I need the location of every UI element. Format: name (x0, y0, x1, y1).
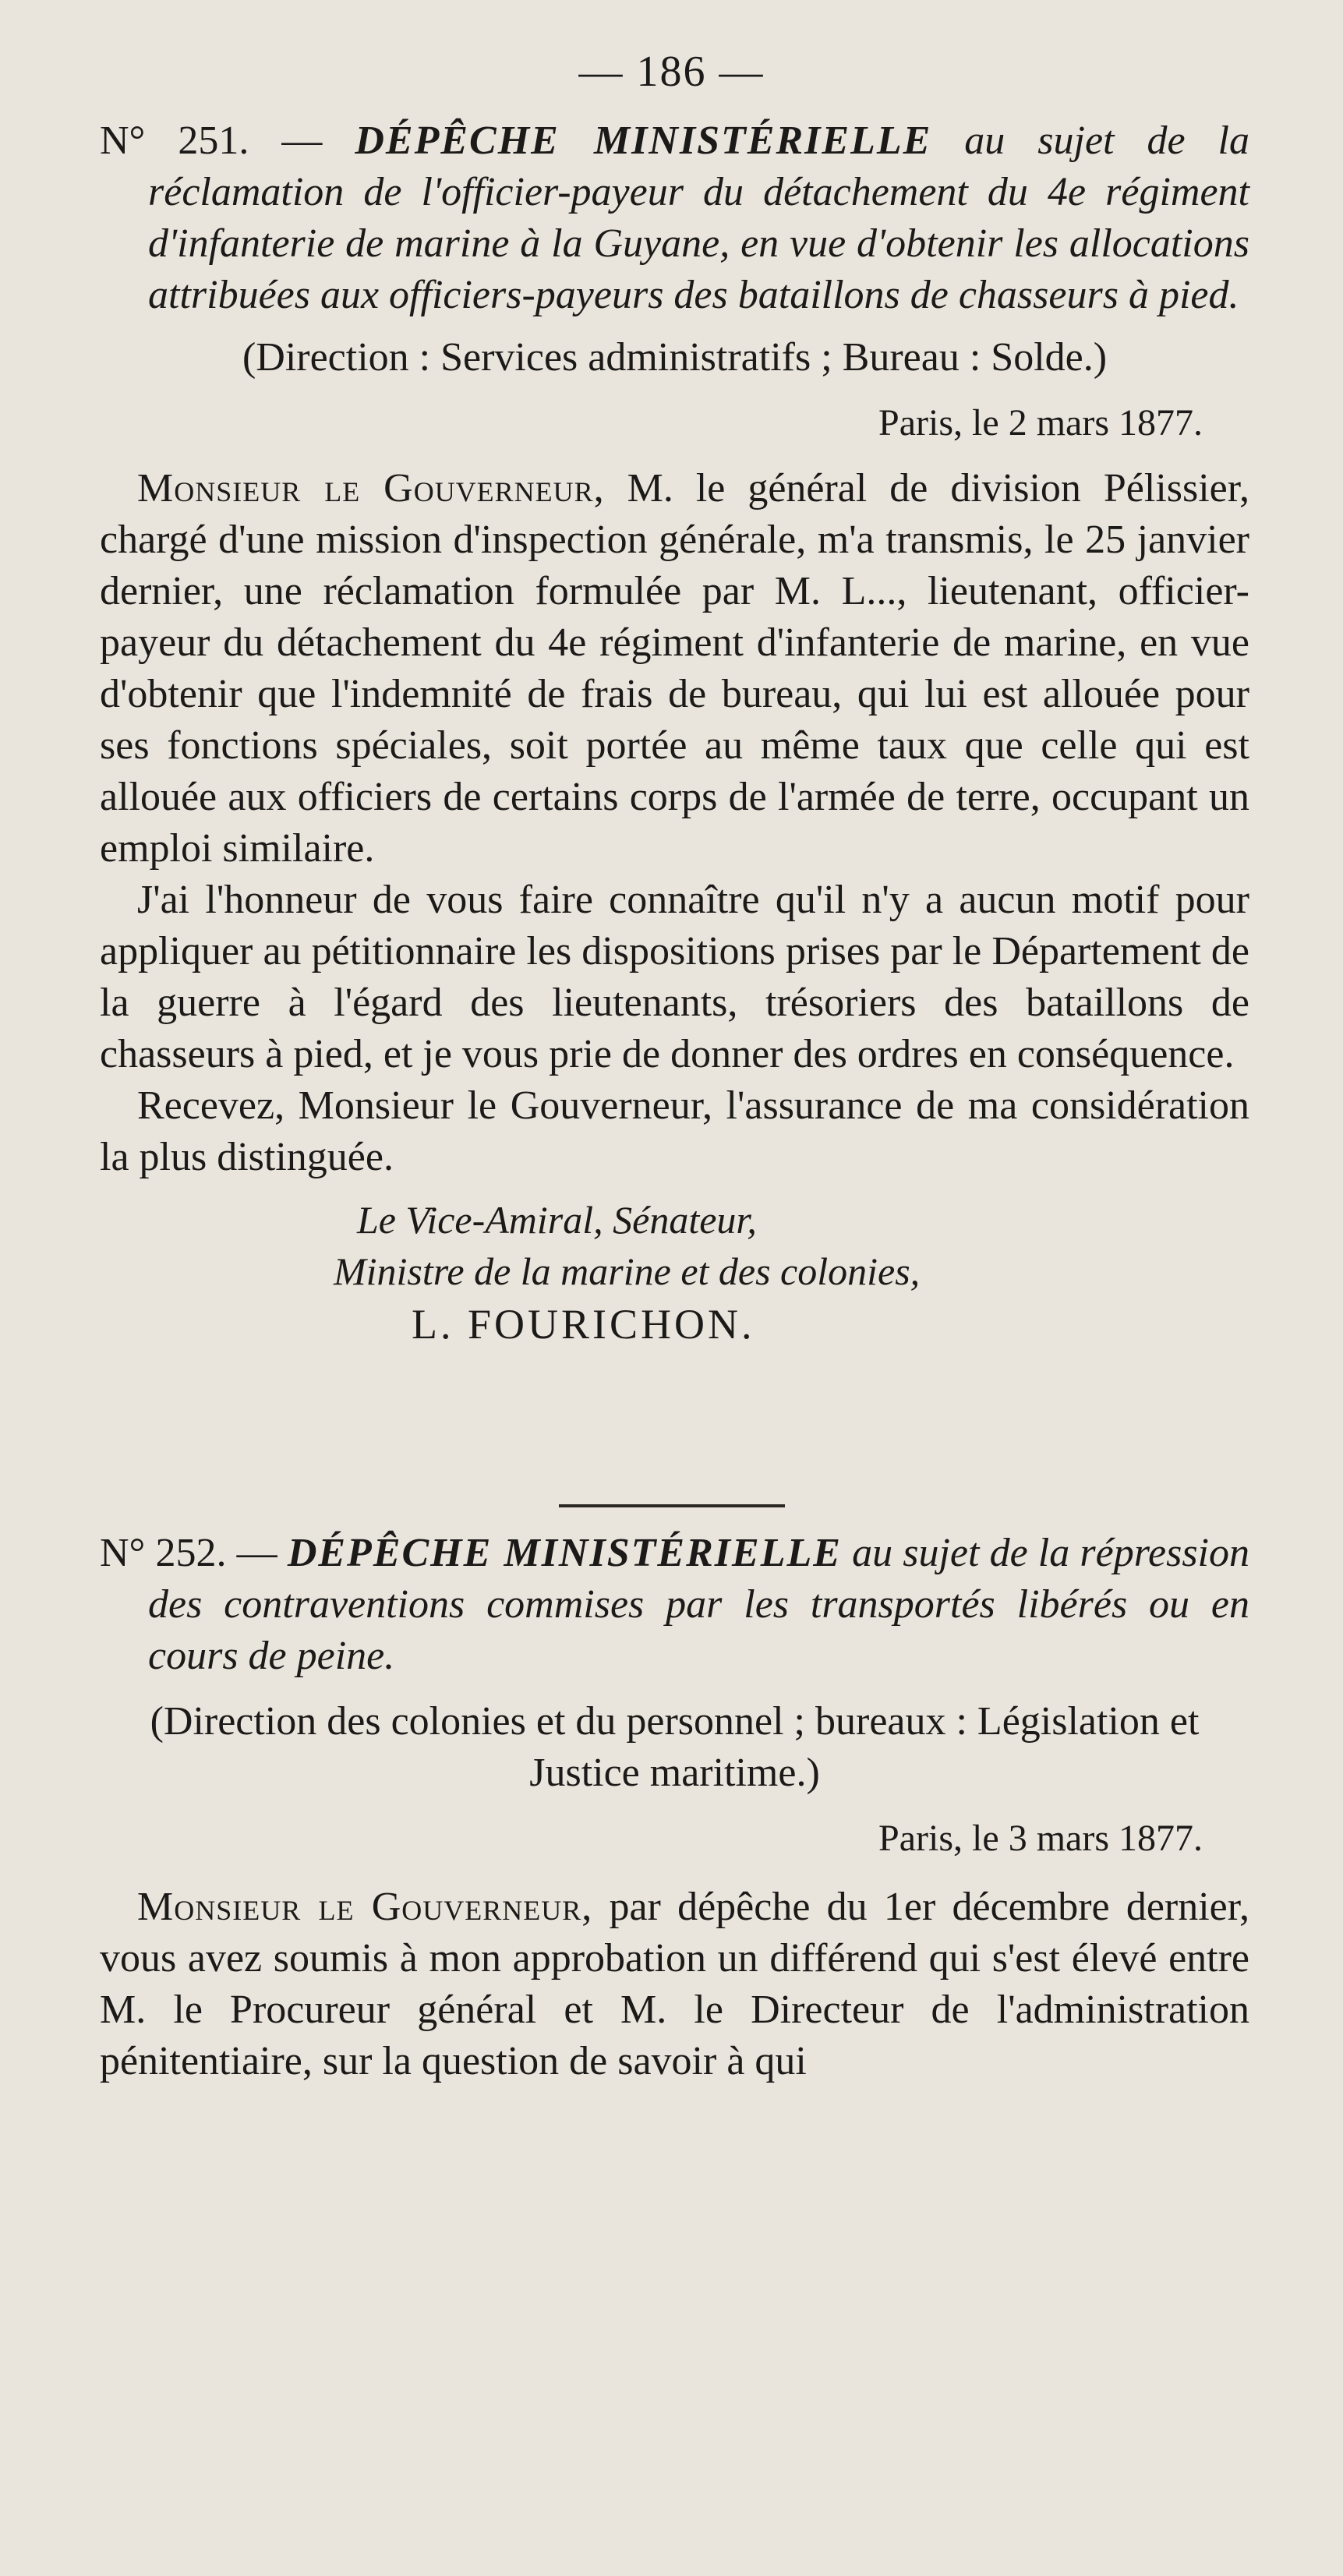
entry-title-caps: DÉPÊCHE MINISTÉRIELLE (287, 1531, 842, 1575)
paragraph-1-text: par dépêche du 1er décembre dernier, vous avez soumis à mon approbation un différend qui s'est élevé entre M. le Procureur général et M. le Directeur de l'administration pénitentiaire, sur la question de savoir à qui (100, 1885, 1249, 2083)
paragraph-1 (100, 1882, 1249, 2087)
entry-title-caps: DÉPÊCHE MINISTÉRIELLE (355, 118, 932, 163)
direction-line: (Direction des colonies et du personnel ; bureaux : Législation et Justice maritime.) (150, 1699, 1200, 1795)
entry-heading (100, 1528, 1249, 1682)
entry-252 (100, 1528, 1249, 2087)
paragraph-3: Recevez, Monsieur le Gouverneur, l'assurance de ma considération la plus distinguée. (100, 1083, 1249, 1179)
entry-dash: — (281, 118, 323, 163)
entry-heading (100, 115, 1249, 321)
entry-251 (100, 115, 1249, 1352)
entry-number: N° 252. (100, 1531, 227, 1575)
signature-office: Ministre de la marine et des colonies, (334, 1249, 921, 1293)
entry-number: N° 251. (100, 118, 249, 163)
entry-title-rest: au sujet de la répression des contraventions commises par les transportés libérés ou en cours de peine. (148, 1531, 1250, 1678)
signature-block (100, 1194, 1249, 1352)
section-divider (559, 1504, 785, 1507)
direction-line: (Direction : Services administratifs ; Bureau : Solde.) (242, 335, 1108, 380)
paragraph-2: J'ai l'honneur de vous faire connaître qu'il n'y a aucun motif pour appliquer au pétitionnaire les dispositions prises par le Département de la guerre à l'égard des lieutenants, trésoriers des bataillons de chasseurs à pied, et je vous prie de donner des ordres en conséquence. (100, 878, 1249, 1076)
salutation: Monsieur le Gouverneur, (137, 1885, 593, 1929)
paragraph-1-text: M. le général de division Pélissier, chargé d'une mission d'inspection générale, m'a transmis, le 25 janvier dernier, une réclamation formulée par M. L..., lieutenant, officier-payeur du détachement du 4e régiment d'infanterie de marine, en vue d'obtenir que l'indemnité de frais de bureau, qui lui est allouée pour ses fonctions spéciales, soit portée au même taux que celle qui est allouée aux officiers de certains corps de l'armée de terre, occupant un emploi similaire. (100, 466, 1249, 871)
paragraph-1 (100, 463, 1249, 875)
signature-title: Le Vice-Amiral, Sénateur, (357, 1198, 757, 1242)
dateline: Paris, le 2 mars 1877. (878, 402, 1203, 443)
salutation: Monsieur le Gouverneur, (137, 466, 605, 511)
signature-name: L. FOURICHON. (412, 1301, 755, 1348)
entry-dash: — (236, 1531, 277, 1575)
entry-title-rest: au sujet de la réclamation de l'officier-payeur du détachement du 4e régiment d'infanterie de marine à la Guyane, en vue d'obtenir les allocations attribuées aux officiers-payeurs des bataillons de chasseurs à pied. (148, 118, 1249, 317)
dateline: Paris, le 3 mars 1877. (878, 1818, 1203, 1859)
page-number: — 186 — (578, 48, 765, 96)
